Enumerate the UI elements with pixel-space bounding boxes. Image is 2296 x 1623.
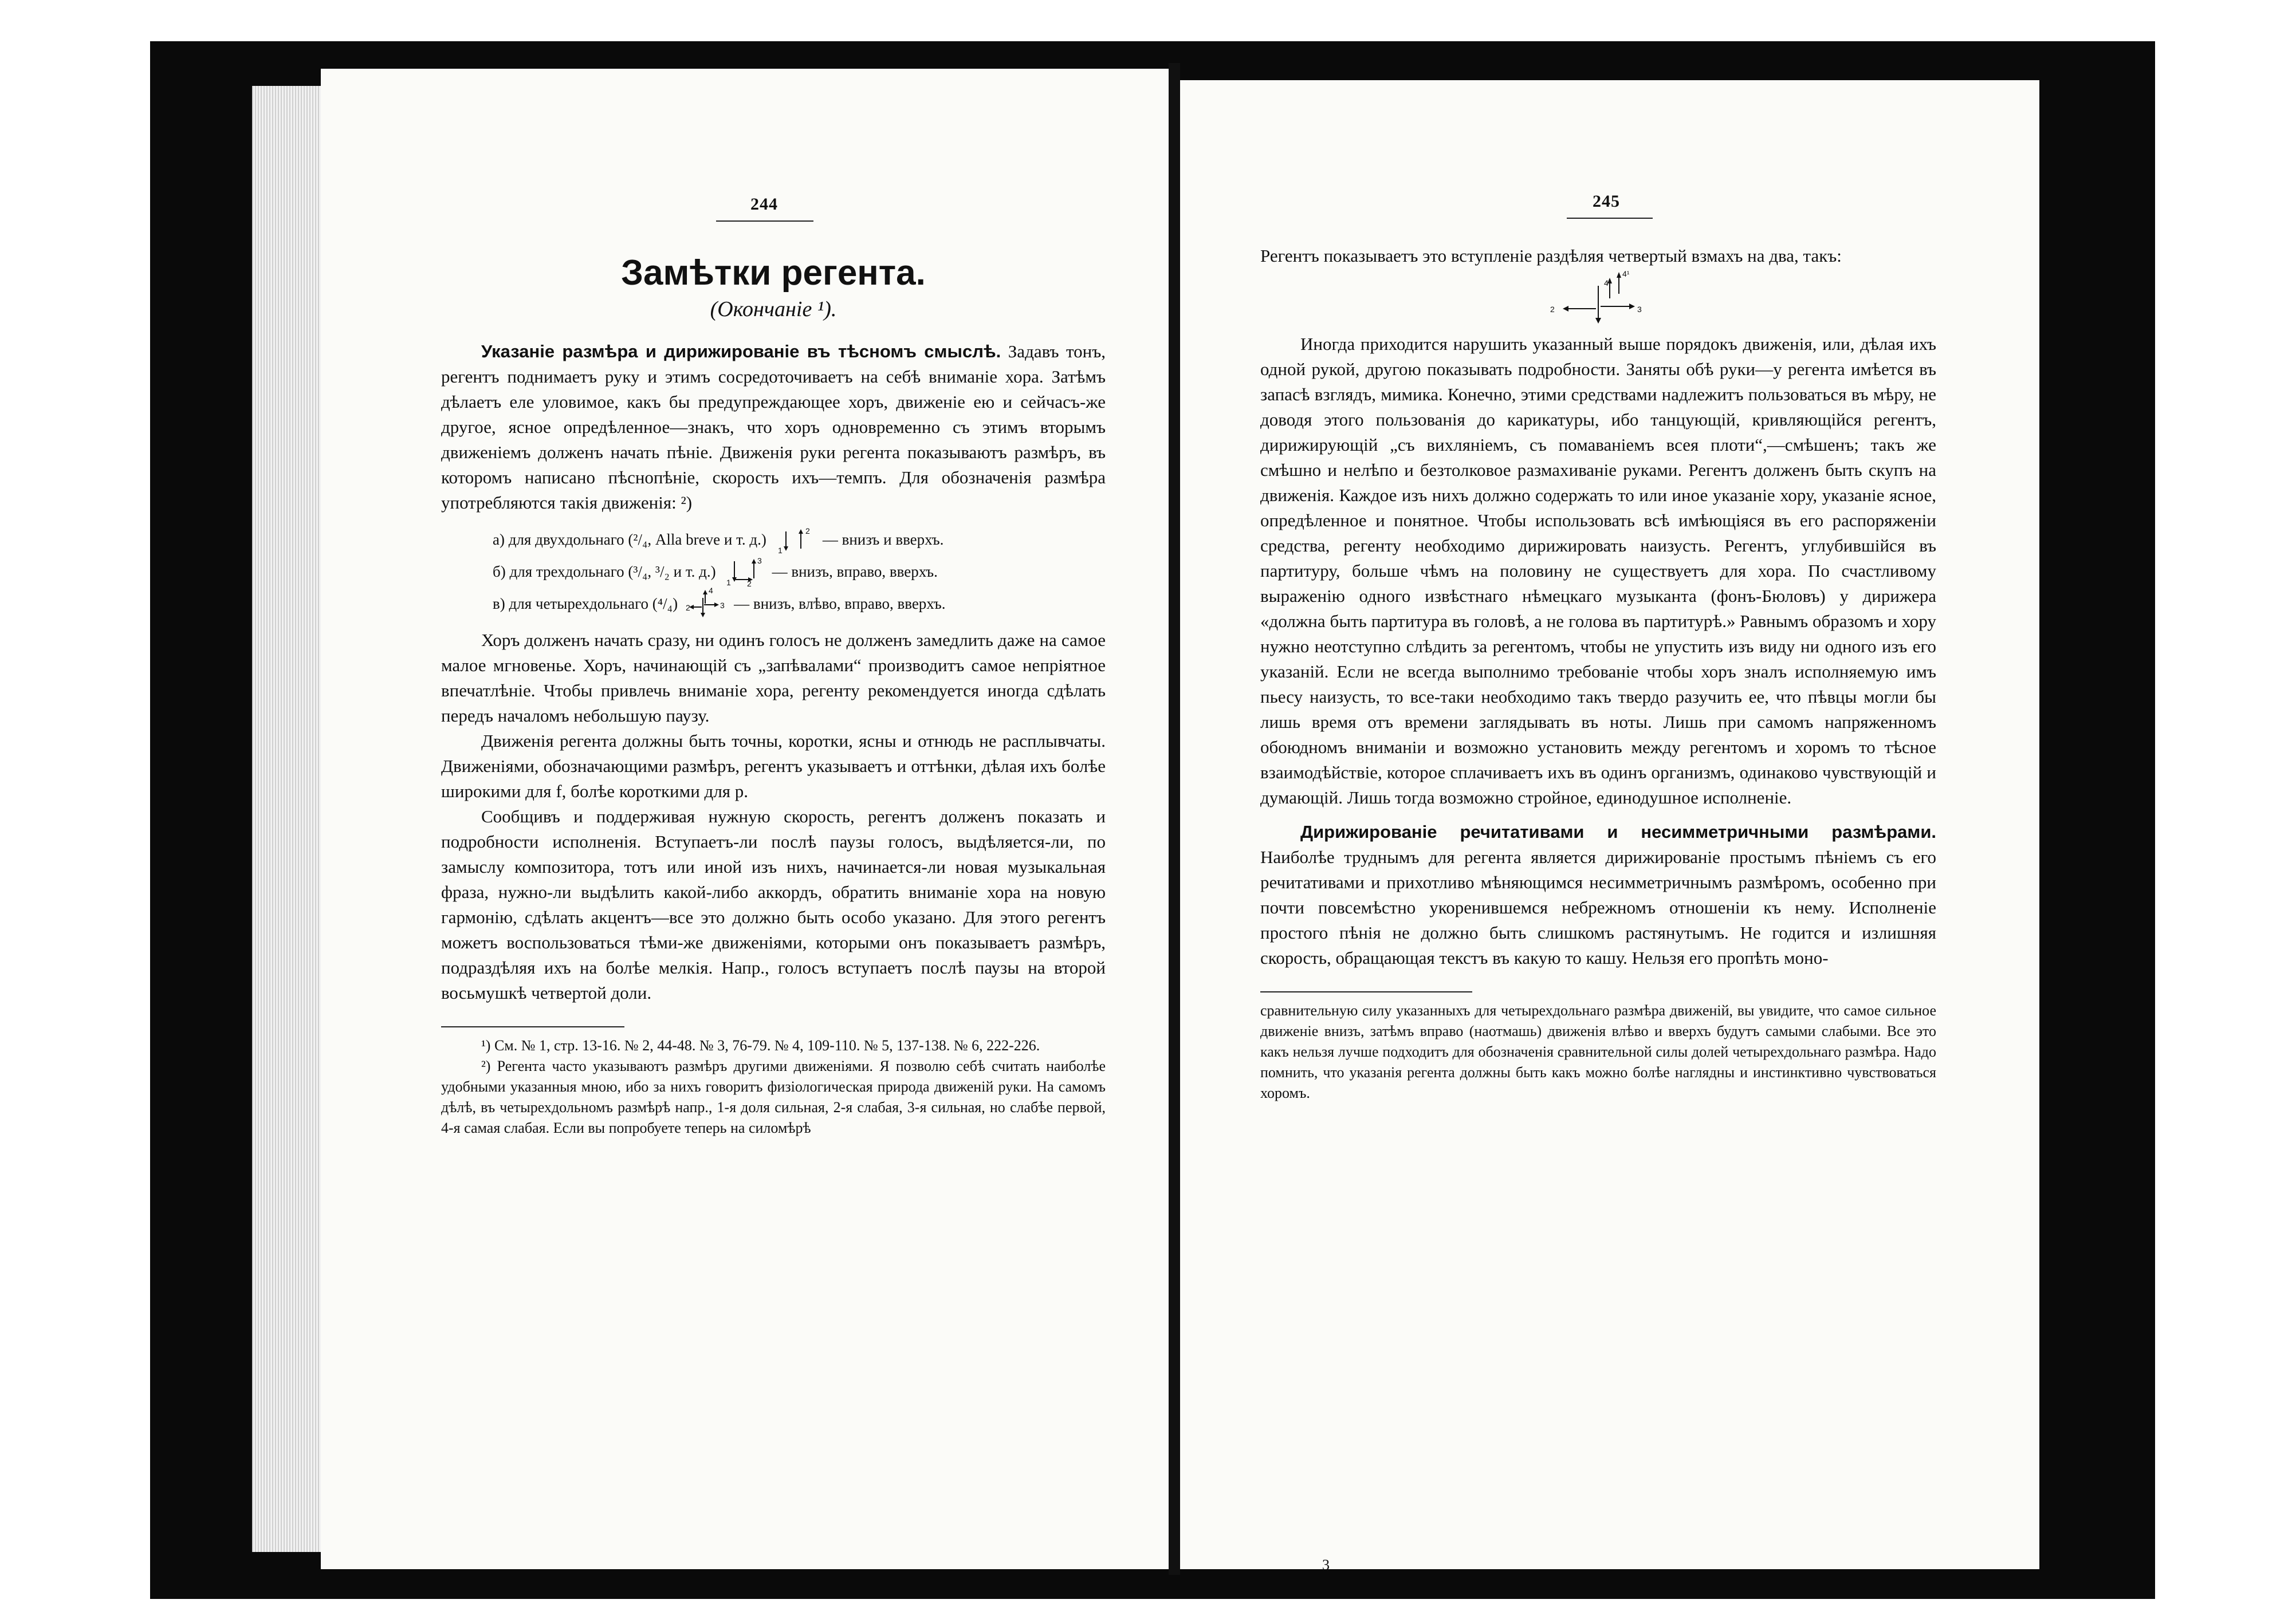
beat-pattern-description: — внизъ, вправо, вверхъ. — [772, 563, 938, 580]
svg-text:2: 2 — [1550, 305, 1555, 314]
svg-text:4: 4 — [1604, 278, 1609, 287]
footnote-continuation — [1260, 1000, 1936, 1104]
book-gutter — [1169, 63, 1180, 1575]
right-page-content — [1260, 243, 1936, 1104]
page-number-245: 245 — [1593, 192, 1620, 211]
footnote: ²) Регента часто указываютъ размѣръ другими движеніями. Я позволю себѣ считать наиболѣе удобными указанныя мною, ибо за нихъ говоритъ физіологическая природа движеній руки. На самомъ дѣлѣ, въ четырехдольномъ размѣрѣ напр., 1-я доля сильная, 2-я слабая, 3-я сильная, но слабѣе первой, 4-я самая слабая. Если вы попробуете теперь на силомѣрѣ — [441, 1058, 1106, 1136]
svg-text:4: 4 — [709, 588, 713, 595]
article-subtitle: (Окончаніе ¹). — [710, 297, 837, 321]
left-page-content — [441, 252, 1106, 1139]
section-body: Наиболѣе труднымъ для регента является дирижированіе простымъ пѣніемъ съ его речитативами и прихотливо мѣняющимся несимметричнымъ размѣромъ, особенно при почти повсемѣстно укоренившемся небрежномъ отношеніи къ нему. Исполненіе простого пѣнія не должно быть слишкомъ растянутымъ. Не годится и излишняя скорость, обращающая текстъ въ какую то кашу. Нельзя его пропѣть моно- — [1260, 847, 1936, 968]
svg-text:3: 3 — [720, 601, 725, 610]
footnotes — [441, 1035, 1106, 1139]
section-intro — [441, 339, 1106, 515]
svg-text:2: 2 — [686, 603, 690, 612]
page-edges-left — [252, 86, 321, 1552]
svg-text:2: 2 — [805, 526, 810, 535]
beat-pattern-label: б) для трехдольнаго (³/₄, ³/₂ и т. д.) — [493, 563, 716, 580]
two-beat-arrows-icon — [774, 523, 815, 556]
article-title: Замѣтки регента. — [621, 253, 926, 293]
svg-text:3: 3 — [757, 556, 762, 565]
page-number-rule — [716, 220, 813, 222]
svg-text:4¹: 4¹ — [1622, 269, 1630, 278]
beat-pattern-four — [441, 588, 1106, 620]
three-beat-arrows-icon — [724, 556, 764, 588]
footnote: ¹) См. № 1, стр. 13-16. № 2, 44-48. № 3, 76-79. № 4, 109-110. № 5, 137-138. № 6, 222-226. — [481, 1037, 1040, 1054]
footnote-rule — [1260, 991, 1472, 992]
beat-pattern-description: — внизъ, влѣво, вправо, вверхъ. — [734, 595, 946, 612]
opening-paragraph: Регентъ показываетъ это вступленіе раздѣляя четвертый взмахъ на два, такъ: — [1260, 246, 1842, 266]
section-heading: Указаніе размѣра и дирижированіе въ тѣсномъ смыслѣ. — [481, 341, 1001, 361]
footnote-rule — [441, 1026, 624, 1027]
divided-beat-arrows-icon — [1530, 269, 1678, 332]
page-number-rule — [1567, 218, 1653, 219]
svg-text:3: 3 — [1637, 305, 1642, 314]
beat-patterns — [441, 523, 1106, 620]
section-paragraph — [1260, 820, 1936, 971]
beat-pattern-label: а) для двухдольнаго (²/₄, Alla breve и т. д.) — [493, 531, 766, 548]
svg-text:1: 1 — [777, 546, 783, 555]
paragraph: Иногда приходится нарушить указанный выше порядокъ движенія, или, дѣлая ихъ одной рукой, другою показывать подробности. Заняты обѣ руки—у регента имѣется въ запасѣ взглядъ, мимика. Конечно, этими средствами надлежитъ пользоваться въ мѣру, не доводя этого пользованія до карикатуры, ибо танцующій, кривляющійся регентъ, дирижирующій „съ вихляніемъ, съ помаваніемъ всея плоти“,—смѣшенъ; такъ же смѣшно и нелѣпо и безтолковое размахиваніе руками. Регентъ долженъ быть скупъ на движенія. Каждое изъ нихъ должно содержать то или иное указаніе хору, указаніе ясное, опредѣленное и понятное. Чтобы использовать всѣ имѣющіяся въ его распоряженіи средства, регенту необходимо дирижировать наизусть. Регентъ, углубившійся въ партитуру, больше чѣмъ на половину не существуетъ для хора. По счастливому выраженію одного извѣстнаго нѣмецкаго музыканта (фонъ-Бюловъ) у дирижера «должна быть партитура въ головѣ, а не голова въ партитурѣ.» Равнымъ образомъ и хору нужно неотступно слѣдить за регентомъ, чтобы не упустить изъ виду ни одного изъ его указаній. Если не всегда выполнимо требованіе чтобы хоръ зналъ исполняемую имъ пьесу наизусть, то все-таки необходимо такъ твердо разучить ее, что пѣвцы могли бы лишь время отъ времени заглядывать въ ноты. Лишь при самомъ напряженномъ обоюдномъ вниманіи и возможно установить между регентомъ и хоромъ то тѣсное взаимодѣйствіе, которое сплачиваетъ ихъ въ одинъ организмъ, одинаково чувствующій и думающій. Лишь тогда возможно стройное, единодушное исполненіе. — [1260, 334, 1936, 807]
divided-fourth-beat-diagram — [1260, 269, 1936, 332]
svg-text:1: 1 — [726, 578, 731, 587]
svg-text:2: 2 — [746, 579, 752, 588]
beat-pattern-three — [441, 556, 1106, 588]
footnote: сравнительную силу указанныхъ для четырехдольнаго размѣра движеній, вы увидите, что самое сильное движеніе внизъ, затѣмъ вправо (наотмашь) движенія влѣво и вверхъ будутъ самыми слабыми. Все это какъ нельзя лучше подходитъ для обозначенія сравнительной силы долей четырехдольнаго размѣра. Надо помнить, что указанія регента должны быть какъ можно болѣе наглядны и инстинктивно чувствоваться хоромъ. — [1260, 1002, 1936, 1101]
paragraph: Движенія регента должны быть точны, коротки, ясны и отнюдь не расплывчаты. Движеніями, обозначающими размѣръ, регентъ указываетъ и оттѣнки, дѣлая ихъ болѣе широкими для f, болѣе короткими для p. — [441, 731, 1106, 801]
beat-pattern-label: в) для четырехдольнаго (⁴/₄) — [493, 595, 678, 612]
paragraph: Сообщивъ и поддерживая нужную скорость, регентъ долженъ показать и подробности исполненія. Вступаетъ-ли послѣ паузы голосъ, выдѣляется-ли, по замыслу композитора, тотъ или иной изъ нихъ, начинается-ли новая музыкальная фраза, нужно-ли выдѣлить какой-либо аккордъ, обратить вниманіе хора на новую гармонію, сдѣлать акцентъ—все это должно быть особо указано. Для этого регентъ можетъ воспользоваться тѣми-же движеніями, которыми онъ показываетъ размѣръ, подраздѣляя ихъ на болѣе мелкія. Напр., голосъ вступаетъ послѣ паузы на второй восьмушкѣ четвертой доли. — [441, 806, 1106, 1003]
section-heading: Дирижированіе речитативами и несимметричными размѣрами. — [1300, 822, 1936, 842]
paragraph: Хоръ долженъ начать сразу, ни одинъ голосъ не долженъ замедлить даже на самое малое мгновенье. Хоръ, начинающій съ „запѣвалами“ производитъ самое непріятное впечатлѣніе. Чтобы привлечь вниманіе хора, регенту рекомендуется иногда сдѣлать передъ началомъ небольшую паузу. — [441, 630, 1106, 726]
beat-pattern-description: — внизъ и вверхъ. — [822, 531, 944, 548]
beat-pattern-two — [441, 523, 1106, 556]
bottom-page-mark: 3 — [1322, 1557, 1330, 1573]
four-beat-arrows-icon — [686, 588, 726, 620]
page-number-244: 244 — [750, 195, 778, 214]
intro-paragraph: Задавъ тонъ, регентъ поднимаетъ руку и этимъ сосредоточиваетъ на себѣ вниманіе хора. Затѣмъ дѣлаетъ еле уловимое, какъ бы предупреждающее хоръ, движеніе ею и сейчасъ-же другое, ясное опредѣленное—знакъ, что хоръ одновременно съ этимъ вторымъ движеніемъ долженъ начать пѣніе. Движенія руки регента показываютъ размѣръ, въ которомъ написано пѣснопѣніе, скорость ихъ—темпъ. Для обозначенія размѣра употребляются такія движенія: ²) — [441, 341, 1106, 513]
